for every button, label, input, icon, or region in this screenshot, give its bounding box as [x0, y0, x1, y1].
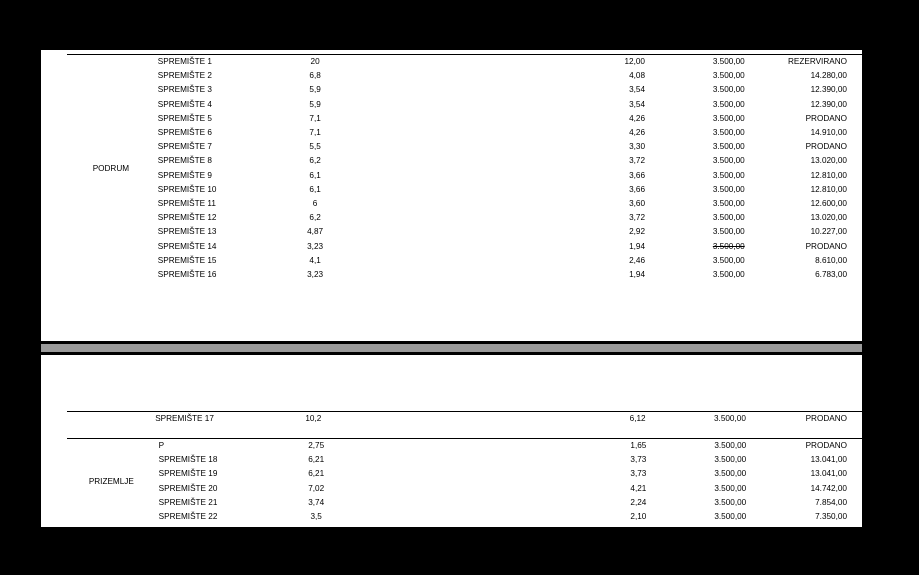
cell-price: 3.500,00: [712, 213, 745, 223]
table-row[interactable]: [67, 154, 862, 168]
cell-area: 3,5: [310, 512, 322, 522]
cell-spacer: [354, 183, 552, 197]
cell-spacer: [356, 467, 554, 481]
cell-unit-name: P: [156, 439, 277, 454]
cell-unit-name: SPREMIŠTE 22: [158, 512, 218, 522]
cell-price: 3.500,00: [712, 85, 745, 95]
cell-price: 3.500,00: [714, 469, 747, 479]
cell-status: 12.600,00: [810, 199, 847, 209]
cell-unit-name: SPREMIŠTE 15: [157, 255, 217, 265]
cell-calc: 3,73: [630, 469, 647, 479]
cell-price: 3.500,00: [712, 128, 745, 138]
podrum-table-container: [67, 54, 862, 282]
cell-area: 6,8: [309, 71, 321, 81]
cell-calc: 1,65: [554, 439, 652, 454]
cell-status: 12.390,00: [810, 99, 847, 109]
table-row[interactable]: [67, 169, 862, 183]
cell-status: PRODANO: [805, 113, 847, 123]
cell-area: 5,9: [309, 99, 321, 109]
table-row[interactable]: [67, 453, 862, 467]
cell-status: REZERVIRANO: [751, 55, 862, 70]
cell-area: 2,75: [277, 439, 356, 454]
table-row[interactable]: [67, 510, 862, 524]
cell-unit-name: SPREMIŠTE 2: [157, 71, 212, 81]
cell-status: 14.910,00: [810, 128, 847, 138]
cell-spacer: [354, 140, 552, 154]
cell-status: 12.810,00: [810, 184, 847, 194]
cell-area: 6,1: [309, 170, 321, 180]
table-row[interactable]: [67, 83, 862, 97]
cell-price: 3.500,00: [714, 455, 747, 465]
table-row[interactable]: [67, 496, 862, 510]
table-row[interactable]: [67, 183, 862, 197]
table-row[interactable]: [67, 69, 862, 83]
cell-spacer: [356, 496, 554, 510]
table-row[interactable]: [67, 254, 862, 268]
cell-unit-name: SPREMIŠTE 6: [157, 128, 212, 138]
cell-spacer: [354, 225, 552, 239]
cell-spacer: [354, 268, 552, 282]
cell-unit-name: SPREMIŠTE 14: [157, 241, 217, 251]
cell-calc: 12,00: [552, 55, 651, 70]
table-row[interactable]: [67, 467, 862, 481]
cell-status: 7.350,00: [815, 512, 847, 522]
cell-calc: 1,94: [629, 241, 645, 251]
cell-unit-name: SPREMIŠTE 17: [152, 412, 274, 427]
cell-spacer: [354, 154, 552, 168]
cell-area: 3,23: [307, 270, 324, 280]
group-label: PRIZEMLJE: [67, 439, 156, 525]
cell-price: 3.500,00: [712, 156, 745, 166]
cell-price: 3.500,00: [712, 142, 745, 152]
cell-spacer: [354, 83, 552, 97]
cell-calc: 4,26: [629, 128, 645, 138]
table-row[interactable]: [67, 439, 862, 454]
cell-status: 8.610,00: [815, 255, 847, 265]
cell-spacer: [354, 169, 552, 183]
cell-price: 3.500,00: [712, 199, 745, 209]
table-row[interactable]: [67, 268, 862, 282]
cell-unit-name: SPREMIŠTE 10: [157, 184, 217, 194]
cell-price: 3.500,00: [712, 71, 745, 81]
cell-price: 3.500,00: [712, 113, 745, 123]
cell-area: 6,2: [309, 156, 321, 166]
cell-area: 5,5: [309, 142, 321, 152]
orphan-row-table-container: [67, 411, 862, 426]
group-label: PODRUM: [67, 55, 155, 283]
cell-calc: 3,54: [629, 99, 645, 109]
cell-area: 6,21: [308, 469, 325, 479]
cell-status: 13.041,00: [810, 469, 847, 479]
cell-area: 3,23: [307, 241, 324, 251]
cell-status: 14.280,00: [810, 71, 847, 81]
cell-spacer: [354, 112, 552, 126]
cell-price: 3.500,00: [712, 170, 745, 180]
cell-calc: 2,10: [630, 512, 647, 522]
cell-status: 13.020,00: [810, 213, 847, 223]
group-label: [67, 412, 152, 427]
prizemlje-table: [67, 438, 862, 524]
cell-price: 3.500,00: [652, 412, 752, 427]
cell-unit-name: SPREMIŠTE 8: [157, 156, 212, 166]
table-row[interactable]: [67, 240, 862, 254]
podrum-table: [67, 54, 862, 282]
cell-area: 4,87: [307, 227, 324, 237]
cell-unit-name: SPREMIŠTE 13: [157, 227, 217, 237]
cell-status: 6.783,00: [815, 270, 847, 280]
cell-spacer: [354, 98, 552, 112]
cell-area: 20: [276, 55, 355, 70]
cell-calc: 2,24: [630, 497, 647, 507]
cell-price: 3.500,00: [712, 255, 745, 265]
cell-unit-name: SPREMIŠTE 7: [157, 142, 212, 152]
cell-spacer: [356, 510, 554, 524]
cell-area: 7,1: [309, 113, 321, 123]
cell-calc: 3,66: [629, 184, 645, 194]
cell-area: 5,9: [309, 85, 321, 95]
table-row[interactable]: [67, 126, 862, 140]
cell-area: 6,21: [308, 455, 325, 465]
cell-area: 3,74: [308, 497, 325, 507]
cell-calc: 6,12: [553, 412, 652, 427]
cell-spacer: [354, 55, 552, 70]
cell-unit-name: SPREMIŠTE 5: [157, 113, 212, 123]
cell-area: 6: [312, 199, 318, 209]
cell-calc: 1,94: [629, 270, 645, 280]
cell-price: 3.500,00: [714, 512, 747, 522]
table-row[interactable]: [67, 98, 862, 112]
cell-area: 6,2: [309, 213, 321, 223]
table-row[interactable]: [67, 140, 862, 154]
cell-unit-name: SPREMIŠTE 1: [155, 55, 276, 70]
page-sheet-top: [41, 50, 862, 341]
cell-spacer: [354, 197, 552, 211]
table-row[interactable]: [67, 112, 862, 126]
cell-calc: 3,73: [630, 455, 647, 465]
cell-status: PRODANO: [805, 142, 847, 152]
cell-status: PRODANO: [805, 241, 847, 251]
cell-spacer: [354, 240, 552, 254]
cell-unit-name: SPREMIŠTE 19: [158, 469, 218, 479]
cell-spacer: [353, 412, 553, 427]
cell-status: PRODANO: [752, 412, 862, 427]
page-sheet-bottom: [41, 355, 862, 527]
cell-price: 3.500,00: [712, 241, 745, 251]
cell-status: 10.227,00: [810, 227, 847, 237]
cell-area: 7,02: [308, 483, 325, 493]
cell-spacer: [356, 482, 554, 496]
cell-unit-name: SPREMIŠTE 4: [157, 99, 212, 109]
cell-status: 12.810,00: [810, 170, 847, 180]
cell-status: 12.390,00: [810, 85, 847, 95]
cell-area: 6,1: [309, 184, 321, 194]
page-separator: [41, 344, 862, 352]
table-row[interactable]: [67, 211, 862, 225]
cell-status: 7.854,00: [815, 497, 847, 507]
table-row[interactable]: [67, 225, 862, 239]
cell-unit-name: SPREMIŠTE 21: [158, 497, 218, 507]
cell-calc: 3,30: [629, 142, 645, 152]
cell-unit-name: SPREMIŠTE 11: [157, 199, 216, 209]
cell-spacer: [354, 69, 552, 83]
cell-price: 3.500,00: [712, 99, 745, 109]
cell-spacer: [356, 439, 554, 454]
cell-price: 3.500,00: [652, 439, 752, 454]
cell-spacer: [354, 211, 552, 225]
cell-calc: 4,26: [629, 113, 645, 123]
cell-price: 3.500,00: [714, 483, 747, 493]
table-row[interactable]: [67, 412, 862, 427]
cell-spacer: [356, 453, 554, 467]
table-row[interactable]: [67, 55, 862, 70]
cell-status: PRODANO: [752, 439, 862, 454]
cell-area: 4,1: [309, 255, 321, 265]
cell-calc: 3,72: [629, 156, 645, 166]
cell-calc: 4,08: [629, 71, 645, 81]
cell-calc: 3,72: [629, 213, 645, 223]
cell-spacer: [354, 126, 552, 140]
orphan-row-table: [67, 411, 862, 426]
table-row[interactable]: [67, 197, 862, 211]
cell-price: 3.500,00: [712, 227, 745, 237]
cell-unit-name: SPREMIŠTE 9: [157, 170, 212, 180]
cell-status: 13.041,00: [810, 455, 847, 465]
cell-area: 7,1: [309, 128, 321, 138]
cell-calc: 3,60: [629, 199, 645, 209]
cell-calc: 2,46: [629, 255, 645, 265]
table-row[interactable]: [67, 482, 862, 496]
prizemlje-table-container: [67, 438, 862, 524]
cell-price: 3.500,00: [712, 184, 745, 194]
cell-calc: 4,21: [630, 483, 647, 493]
cell-unit-name: SPREMIŠTE 20: [158, 483, 218, 493]
cell-status: 13.020,00: [810, 156, 847, 166]
cell-status: 14.742,00: [810, 483, 847, 493]
cell-unit-name: SPREMIŠTE 16: [157, 270, 217, 280]
cell-calc: 3,66: [629, 170, 645, 180]
cell-calc: 2,92: [629, 227, 645, 237]
cell-unit-name: SPREMIŠTE 3: [157, 85, 212, 95]
cell-area: 10,2: [274, 412, 353, 427]
cell-price: 3.500,00: [714, 497, 747, 507]
cell-unit-name: SPREMIŠTE 12: [157, 213, 217, 223]
cell-price: 3.500,00: [651, 55, 751, 70]
cell-calc: 3,54: [629, 85, 645, 95]
cell-price: 3.500,00: [712, 270, 745, 280]
cell-spacer: [354, 254, 552, 268]
cell-unit-name: SPREMIŠTE 18: [158, 455, 218, 465]
